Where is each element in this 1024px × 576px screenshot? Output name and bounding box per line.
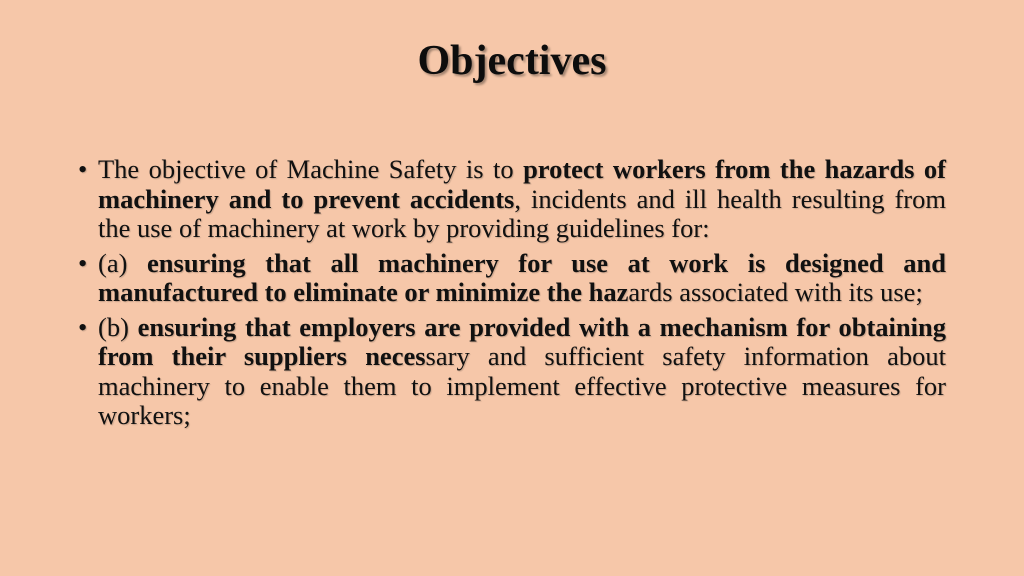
bullet-text-plain: , incidents and ill health resulting from the use of machinery at work by providing guidelines for: [98,183,946,243]
bullet-text-bold: protect workers from the hazards of machinery and to prevent accidents [98,154,946,214]
bullet-item-b [78,313,946,431]
bullet-item-objective [78,155,946,244]
bullet-text-plain: sary and sufficient safety information about machinery to enable them to implement effective protective measures for workers; [98,341,946,430]
slide-title: Objectives [417,38,607,84]
bullet-marker: • [78,154,88,184]
bullet-text-bold: ensuring that all machinery for use at work is designed and manufactured to eliminate or minimize the haz [98,247,946,307]
bullet-text-plain: (b) [98,311,138,342]
bullet-marker: • [78,311,88,342]
bullet-item-a [78,249,946,308]
bullet-text-plain: (a) [98,247,147,278]
bullet-text-bold: ensuring that employers are provided with a mechanism for obtaining from their suppliers neces [98,311,946,371]
bullet-list [78,155,946,436]
bullet-text-plain: The objective of Machine Safety is to [98,154,524,184]
bullet-marker: • [78,247,88,278]
bullet-text-plain: ards associated with its use; [628,277,923,307]
